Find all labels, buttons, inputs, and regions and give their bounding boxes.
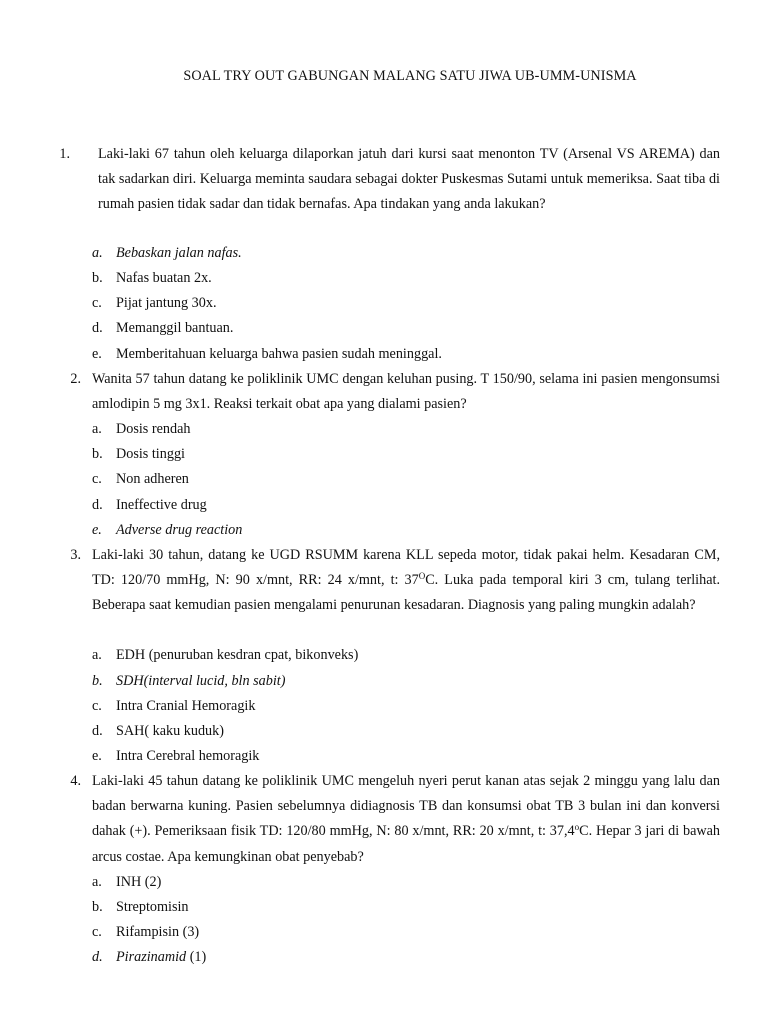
- option-letter: a.: [92, 245, 103, 261]
- option-text: Bebaskan jalan nafas.: [116, 245, 242, 261]
- option-letter: e.: [92, 346, 102, 362]
- option-text: Non adheren: [116, 471, 189, 487]
- option-letter: e.: [92, 748, 102, 764]
- question-number: 2.: [70, 371, 81, 387]
- option-letter: c.: [92, 295, 102, 311]
- question-text-part: Laki-laki 45 tahun datang ke poliklinik UMC mengeluh nyeri perut kanan atas sejak 2 minggu yang lalu dan badan berwarna kuning. Pasien sebelumnya didiagnosis TB dan konsumsi obat TB 3 bulan ini dan konversi dahak (+). Pemeriksaan fisik TD: 120/80 mmHg, N: 80 x/mnt, RR: 20 x/mnt, t: 37,4: [92, 773, 720, 840]
- option-text: INH (2): [116, 874, 162, 890]
- option-text: EDH (penuruban kesdran cpat, bikonveks): [116, 647, 359, 663]
- option-text: Ineffective drug: [116, 497, 207, 513]
- option-text: Memanggil bantuan.: [116, 320, 234, 336]
- option-letter: b.: [92, 446, 103, 462]
- option-letter: c.: [92, 471, 102, 487]
- question-number: 1.: [59, 146, 70, 162]
- option-letter: c.: [92, 698, 102, 714]
- option-text: Dosis rendah: [116, 421, 191, 437]
- option-text-main: Pirazinamid: [116, 949, 187, 965]
- question-text-part: C. Hepar 3 jari di bawah arcus costae. Apa kemungkinan obat penyebab?: [92, 823, 721, 865]
- question-text: [92, 769, 720, 870]
- option-text: Intra Cranial Hemoragik: [116, 698, 256, 714]
- option-text: Adverse drug reaction: [116, 522, 243, 538]
- question-number: 4.: [70, 773, 81, 789]
- question-number: 3.: [70, 547, 81, 563]
- option-letter: a.: [92, 874, 102, 890]
- option-text: SDH(interval lucid, bln sabit): [116, 673, 286, 689]
- option-letter: c.: [92, 924, 102, 940]
- question-text: Laki-laki 67 tahun oleh keluarga dilaporkan jatuh dari kursi saat menonton TV (Arsenal VS AREMA) dan tak sadarkan diri. Keluarga meminta saudara sebagai dokter Puskesmas Sutami untuk memeriksa. Saat tiba di rumah pasien tidak sadar dan tidak bernafas. Apa tindakan yang anda lakukan?: [98, 146, 720, 213]
- option-letter: d.: [92, 320, 103, 336]
- question-text-part: Laki-laki 30 tahun, datang ke UGD RSUMM karena KLL sepeda motor, tidak pakai helm. Kesadaran CM, TD: 120/70 mmHg, N: 90 x/mnt, RR: 24 x/mnt, t: 37: [92, 547, 720, 589]
- option-letter: d.: [92, 949, 103, 965]
- option-letter: b.: [92, 899, 103, 915]
- option-text-suffix: (1): [186, 949, 207, 965]
- option-letter: b.: [92, 673, 103, 689]
- option-text: SAH( kaku kuduk): [116, 723, 224, 739]
- option-letter: d.: [92, 723, 103, 739]
- question-text-part: C. Luka pada temporal kiri 3 cm, tulang terlihat. Beberapa saat kemudian pasien mengalami penurunan kesadaran. Diagnosis yang paling mungkin adalah?: [92, 572, 720, 614]
- option-letter: e.: [92, 522, 102, 538]
- option-letter: d.: [92, 497, 103, 513]
- degree-superscript: O: [418, 571, 426, 582]
- option-text: Rifampisin (3): [116, 924, 200, 940]
- option-text: Dosis tinggi: [116, 446, 185, 462]
- option-letter: b.: [92, 270, 103, 286]
- option-text: Intra Cerebral hemoragik: [116, 748, 260, 764]
- option-text: [116, 945, 206, 970]
- page-title: SOAL TRY OUT GABUNGAN MALANG SATU JIWA UB-UMM-UNISMA: [183, 68, 637, 84]
- option-text: Nafas buatan 2x.: [116, 270, 212, 286]
- option-letter: a.: [92, 647, 102, 663]
- option-text: Memberitahuan keluarga bahwa pasien sudah meninggal.: [116, 346, 442, 362]
- option-letter: a.: [92, 421, 102, 437]
- question-text: Wanita 57 tahun datang ke poliklinik UMC dengan keluhan pusing. T 150/90, selama ini pasien mengonsumsi amlodipin 5 mg 3x1. Reaksi terkait obat apa yang dialami pasien?: [92, 371, 720, 413]
- option-text: Pijat jantung 30x.: [116, 295, 217, 311]
- degree-superscript: o: [574, 822, 580, 833]
- option-text: Streptomisin: [116, 899, 189, 915]
- question-text: [92, 543, 720, 619]
